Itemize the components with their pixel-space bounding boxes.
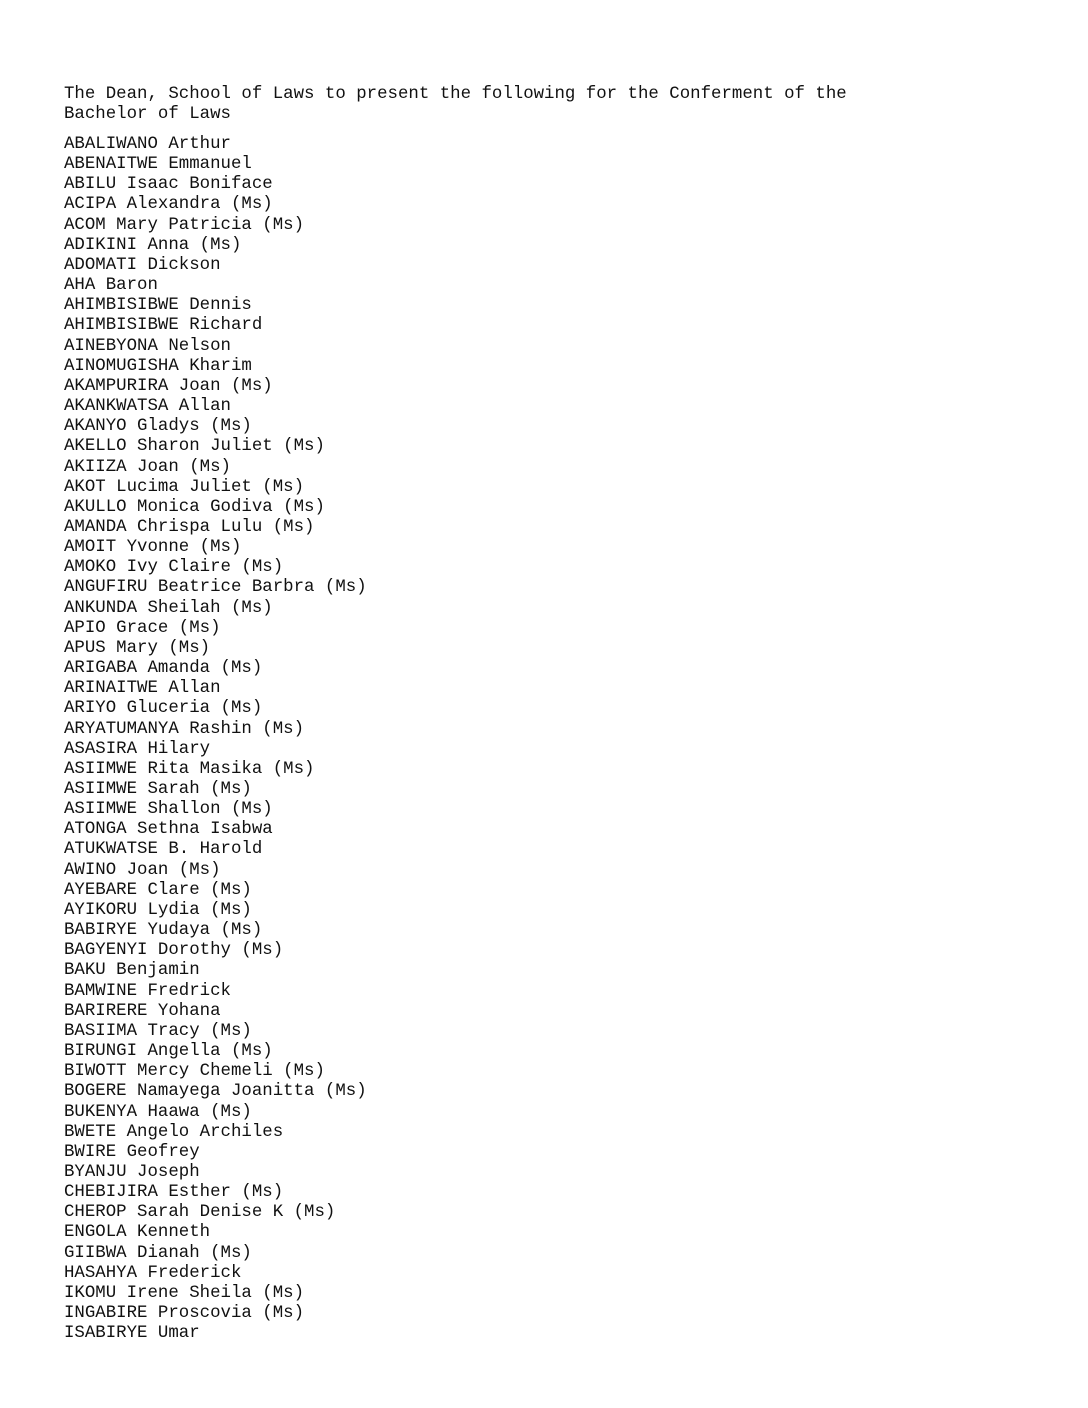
graduand-name: ABENAITWE Emmanuel [64,155,252,175]
graduand-name: ENGOLA Kenneth [64,1223,211,1243]
graduand-name: AMOKO Ivy Claire (Ms) [64,558,284,578]
graduand-name: AYIKORU Lydia (Ms) [64,900,252,920]
graduand-name: AINEBYONA Nelson [64,336,231,356]
graduand-name: BYANJU Joseph [64,1162,200,1182]
graduand-name: INGABIRE Proscovia (Ms) [64,1304,305,1324]
graduand-name: ASIIMWE Shallon (Ms) [64,800,273,820]
graduand-name: ACOM Mary Patricia (Ms) [64,215,305,235]
heading-line-2: Bachelor of Laws [64,105,231,124]
graduand-name: ABILU Isaac Boniface [64,175,273,195]
graduand-name: ADOMATI Dickson [64,255,221,275]
graduand-name: BAMWINE Fredrick [64,981,231,1001]
graduand-name: BAGYENYI Dorothy (Ms) [64,941,284,961]
graduand-name: BABIRYE Yudaya (Ms) [64,921,263,941]
graduand-name: BWETE Angelo Archiles [64,1122,284,1142]
graduand-name: AKULLO Monica Godiva (Ms) [64,497,325,517]
graduand-name: ATUKWATSE B. Harold [64,840,263,860]
graduand-name: CHEBIJIRA Esther (Ms) [64,1183,284,1203]
graduand-name: ATONGA Sethna Isabwa [64,820,273,840]
graduand-name: APUS Mary (Ms) [64,638,211,658]
graduand-name: APIO Grace (Ms) [64,618,221,638]
graduand-name: ASIIMWE Sarah (Ms) [64,780,252,799]
graduand-name: HASAHYA Frederick [64,1263,242,1283]
graduand-name: IKOMU Irene Sheila (Ms) [64,1283,305,1303]
graduand-name: BWIRE Geofrey [64,1142,200,1162]
graduand-name: BIWOTT Mercy Chemeli (Ms) [64,1062,325,1082]
graduand-name: ACIPA Alexandra (Ms) [64,195,273,215]
graduand-name: BUKENYA Haawa (Ms) [64,1102,252,1122]
graduand-name: AYEBARE Clare (Ms) [64,880,252,900]
document-heading [64,85,1024,125]
graduand-name: AKOT Lucima Juliet (Ms) [64,477,305,497]
graduand-name: AKELLO Sharon Juliet (Ms) [64,437,325,457]
graduand-name: AHA Baron [64,276,158,296]
graduand-name: ISABIRYE Umar [64,1324,200,1344]
graduand-name: AKIIZA Joan (Ms) [64,457,231,477]
graduand-name: ABALIWANO Arthur [64,135,231,154]
graduand-name: ASIIMWE Rita Masika (Ms) [64,759,315,779]
graduand-name: AHIMBISIBWE Richard [64,316,263,336]
graduand-name: ARYATUMANYA Rashin (Ms) [64,719,305,739]
graduand-list [64,135,964,1344]
graduand-name: BOGERE Namayega Joanitta (Ms) [64,1082,367,1102]
graduand-name: BARIRERE Yohana [64,1001,221,1021]
graduand-name: CHEROP Sarah Denise K (Ms) [64,1203,336,1223]
graduand-name: ARIGABA Amanda (Ms) [64,659,263,679]
graduand-name: ADIKINI Anna (Ms) [64,235,242,255]
graduand-name: BAKU Benjamin [64,961,200,981]
graduand-name: AKANYO Gladys (Ms) [64,417,252,437]
graduand-name: ARIYO Gluceria (Ms) [64,699,263,719]
graduand-name: AINOMUGISHA Kharim [64,356,252,376]
graduand-name: ASASIRA Hilary [64,739,211,759]
graduand-name: ANKUNDA Sheilah (Ms) [64,598,273,618]
heading-line-1: The Dean, School of Laws to present the following for the Conferment of the [64,85,847,104]
graduand-name: ANGUFIRU Beatrice Barbra (Ms) [64,578,367,598]
graduand-name: AMANDA Chrispa Lulu (Ms) [64,517,315,537]
graduand-name: AKAMPURIRA Joan (Ms) [64,376,273,396]
graduand-name: AWINO Joan (Ms) [64,860,221,880]
graduand-name: AMOIT Yvonne (Ms) [64,538,242,558]
graduand-name: GIIBWA Dianah (Ms) [64,1243,252,1263]
graduand-name: ARINAITWE Allan [64,679,221,699]
graduand-name: AKANKWATSA Allan [64,397,231,417]
graduand-name: AHIMBISIBWE Dennis [64,296,252,316]
graduand-name: BIRUNGI Angella (Ms) [64,1042,273,1062]
graduand-name: BASIIMA Tracy (Ms) [64,1021,252,1041]
